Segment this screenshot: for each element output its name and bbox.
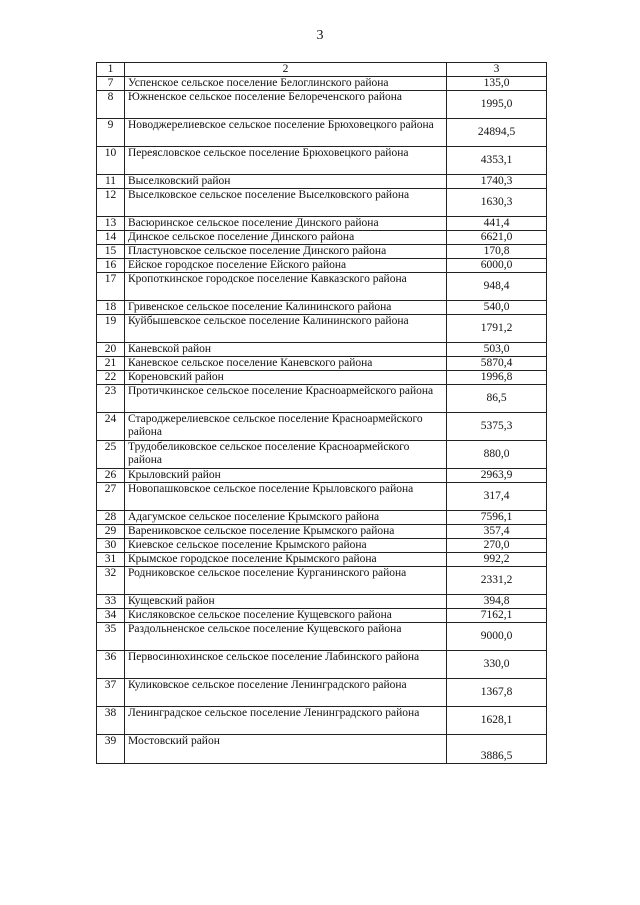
row-number: 24 [97, 413, 125, 441]
table-row [97, 259, 547, 273]
table-row [97, 371, 547, 385]
row-value: 1791,2 [447, 315, 547, 343]
row-name: Раздольненское сельское поселение Кущевского района [125, 623, 447, 651]
row-name: Трудобеликовское сельское поселение Красноармейского района [125, 441, 447, 469]
row-number: 7 [97, 77, 125, 91]
row-value: 86,5 [447, 385, 547, 413]
table-row [97, 511, 547, 525]
row-value: 6621,0 [447, 231, 547, 245]
table-row [97, 469, 547, 483]
row-value: 3886,5 [447, 735, 547, 764]
table-row [97, 189, 547, 217]
table-row [97, 315, 547, 343]
row-name: Динское сельское поселение Динского района [125, 231, 447, 245]
row-name: Мостовский район [125, 735, 447, 764]
row-value: 357,4 [447, 525, 547, 539]
table-row [97, 567, 547, 595]
row-value: 7596,1 [447, 511, 547, 525]
table-row [97, 77, 547, 91]
row-number: 29 [97, 525, 125, 539]
row-number: 26 [97, 469, 125, 483]
table-row [97, 217, 547, 231]
row-name: Пластуновское сельское поселение Динского района [125, 245, 447, 259]
row-number: 14 [97, 231, 125, 245]
row-number: 38 [97, 707, 125, 735]
table-row [97, 735, 547, 764]
row-name: Васюринское сельское поселение Динского района [125, 217, 447, 231]
table-row [97, 245, 547, 259]
row-number: 37 [97, 679, 125, 707]
row-number: 17 [97, 273, 125, 301]
table-row [97, 609, 547, 623]
row-value: 1995,0 [447, 91, 547, 119]
row-value: 540,0 [447, 301, 547, 315]
row-number: 23 [97, 385, 125, 413]
row-value: 1740,3 [447, 175, 547, 189]
row-value: 441,4 [447, 217, 547, 231]
row-name: Первосинюхинское сельское поселение Лабинского района [125, 651, 447, 679]
row-name: Каневской район [125, 343, 447, 357]
row-number: 18 [97, 301, 125, 315]
row-value: 9000,0 [447, 623, 547, 651]
row-value: 1367,8 [447, 679, 547, 707]
row-name: Куликовское сельское поселение Ленинградского района [125, 679, 447, 707]
table-row [97, 483, 547, 511]
row-value: 2963,9 [447, 469, 547, 483]
row-value: 2331,2 [447, 567, 547, 595]
table-row [97, 91, 547, 119]
row-name: Крыловский район [125, 469, 447, 483]
row-name: Кропоткинское городское поселение Кавказского района [125, 273, 447, 301]
row-name: Ейское городское поселение Ейского района [125, 259, 447, 273]
row-value: 4353,1 [447, 147, 547, 175]
row-number: 35 [97, 623, 125, 651]
row-number: 11 [97, 175, 125, 189]
table-row [97, 357, 547, 371]
row-number: 33 [97, 595, 125, 609]
table-row [97, 553, 547, 567]
row-number: 27 [97, 483, 125, 511]
row-name: Выселковский район [125, 175, 447, 189]
row-name: Куйбышевское сельское поселение Калининского района [125, 315, 447, 343]
row-value: 5375,3 [447, 413, 547, 441]
row-number: 25 [97, 441, 125, 469]
table-row [97, 301, 547, 315]
table-row [97, 539, 547, 553]
row-number: 31 [97, 553, 125, 567]
row-number: 28 [97, 511, 125, 525]
row-value: 992,2 [447, 553, 547, 567]
row-value: 1996,8 [447, 371, 547, 385]
row-value: 880,0 [447, 441, 547, 469]
row-value: 170,8 [447, 245, 547, 259]
row-number: 15 [97, 245, 125, 259]
row-name: Переясловское сельское поселение Брюховецкого района [125, 147, 447, 175]
row-value: 394,8 [447, 595, 547, 609]
header-cell-1: 1 [97, 63, 125, 77]
row-number: 34 [97, 609, 125, 623]
row-name: Новопашковское сельское поселение Крыловского района [125, 483, 447, 511]
row-number: 19 [97, 315, 125, 343]
table-row [97, 231, 547, 245]
table-row [97, 147, 547, 175]
row-number: 9 [97, 119, 125, 147]
table-row [97, 385, 547, 413]
row-name: Каневское сельское поселение Каневского района [125, 357, 447, 371]
row-number: 22 [97, 371, 125, 385]
row-name: Староджерелиевское сельское поселение Красноармейского района [125, 413, 447, 441]
row-value: 317,4 [447, 483, 547, 511]
allocation-table [96, 62, 547, 764]
table-row [97, 175, 547, 189]
row-value: 270,0 [447, 539, 547, 553]
table-row [97, 119, 547, 147]
row-number: 21 [97, 357, 125, 371]
row-number: 39 [97, 735, 125, 764]
row-name: Адагумское сельское поселение Крымского района [125, 511, 447, 525]
row-name: Протичкинское сельское поселение Красноармейского района [125, 385, 447, 413]
table-row [97, 651, 547, 679]
row-name: Ленинградское сельское поселение Ленинградского района [125, 707, 447, 735]
row-value: 503,0 [447, 343, 547, 357]
row-name: Успенское сельское поселение Белоглинского района [125, 77, 447, 91]
row-number: 12 [97, 189, 125, 217]
row-value: 1628,1 [447, 707, 547, 735]
row-value: 1630,3 [447, 189, 547, 217]
row-name: Кущевский район [125, 595, 447, 609]
table-row [97, 273, 547, 301]
row-number: 13 [97, 217, 125, 231]
row-name: Варениковское сельское поселение Крымского района [125, 525, 447, 539]
row-value: 5870,4 [447, 357, 547, 371]
row-name: Кореновский район [125, 371, 447, 385]
row-name: Новоджерелиевское сельское поселение Брюховецкого района [125, 119, 447, 147]
table-row [97, 623, 547, 651]
row-number: 8 [97, 91, 125, 119]
header-cell-3: 3 [447, 63, 547, 77]
table-row [97, 707, 547, 735]
row-value: 948,4 [447, 273, 547, 301]
row-name: Гривенское сельское поселение Калининского района [125, 301, 447, 315]
table-row [97, 525, 547, 539]
row-number: 36 [97, 651, 125, 679]
table-row [97, 595, 547, 609]
row-number: 32 [97, 567, 125, 595]
row-number: 10 [97, 147, 125, 175]
table-row [97, 413, 547, 441]
row-name: Южненское сельское поселение Белореченского района [125, 91, 447, 119]
row-value: 330,0 [447, 651, 547, 679]
row-name: Родниковское сельское поселение Курганинского района [125, 567, 447, 595]
row-name: Крымское городское поселение Крымского района [125, 553, 447, 567]
table-header-row [97, 63, 547, 77]
page-number: 3 [316, 28, 324, 43]
row-value: 135,0 [447, 77, 547, 91]
row-name: Кисляковское сельское поселение Кущевского района [125, 609, 447, 623]
table-row [97, 343, 547, 357]
row-name: Выселковское сельское поселение Выселковского района [125, 189, 447, 217]
row-name: Киевское сельское поселение Крымского района [125, 539, 447, 553]
table-row [97, 679, 547, 707]
header-cell-2: 2 [125, 63, 447, 77]
row-value: 7162,1 [447, 609, 547, 623]
row-number: 30 [97, 539, 125, 553]
row-number: 20 [97, 343, 125, 357]
row-value: 24894,5 [447, 119, 547, 147]
row-number: 16 [97, 259, 125, 273]
table-row [97, 441, 547, 469]
row-value: 6000,0 [447, 259, 547, 273]
